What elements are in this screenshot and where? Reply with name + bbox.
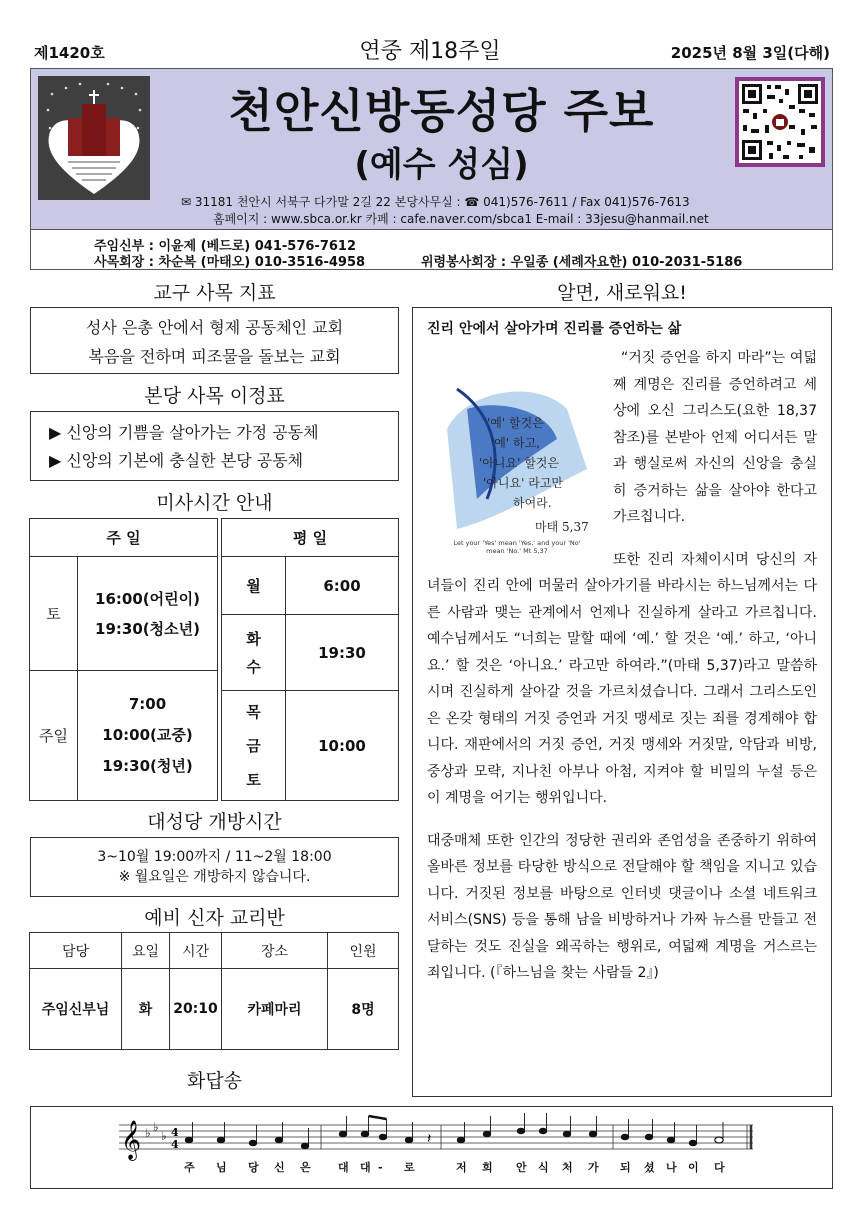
tuewed-label bbox=[222, 615, 286, 691]
sat-times bbox=[78, 557, 218, 671]
day-char: 목 bbox=[246, 702, 261, 721]
col-header: 담당 bbox=[30, 933, 122, 969]
col-header: 요일 bbox=[122, 933, 170, 969]
mission-line: 복음을 전하며 피조물을 돌보는 교회 bbox=[88, 347, 341, 366]
lyric-syllable: 식 bbox=[538, 1161, 549, 1174]
table-cell: 화 bbox=[122, 969, 170, 1050]
staff-contacts bbox=[30, 230, 833, 270]
open-title: 대성당 개방시간 bbox=[147, 811, 282, 833]
pastoral-line: ▶ 신앙의 기쁨을 살아가는 가정 공동체 bbox=[49, 423, 319, 442]
sunday-header: 주 일 bbox=[30, 519, 218, 557]
lyric-syllable: 나 bbox=[666, 1161, 677, 1174]
lyric-syllable: 처 bbox=[562, 1161, 573, 1174]
mission-box bbox=[30, 307, 399, 374]
lyric-syllable: 은 bbox=[300, 1161, 311, 1174]
catechism-table bbox=[29, 932, 399, 1050]
mass-title: 미사시간 안내 bbox=[156, 492, 273, 514]
sun-time: 19:30(청년) bbox=[102, 757, 193, 775]
lyric-syllable: 가 bbox=[588, 1161, 599, 1174]
tuewed-time: 19:30 bbox=[286, 615, 399, 691]
open-hours-box bbox=[30, 837, 399, 897]
svg-text:𝄽: 𝄽 bbox=[427, 1131, 432, 1147]
mon-time: 6:00 bbox=[286, 557, 399, 615]
open-line: ※ 월요일은 개방하지 않습니다. bbox=[118, 869, 311, 885]
delegate-contact: 위령봉사회장 : 우일종 (세례자요한) 010-2031-5186 bbox=[421, 255, 743, 270]
svg-text:♭: ♭ bbox=[161, 1129, 167, 1143]
article-section-title: 알면, 새로워요! bbox=[557, 282, 687, 304]
day-char: 화 bbox=[246, 629, 261, 648]
sat-time: 16:00(어린이) bbox=[95, 589, 200, 608]
sun-label: 주일 bbox=[30, 671, 78, 801]
church-heart-logo-icon bbox=[38, 76, 150, 200]
col-header: 인원 bbox=[328, 933, 399, 969]
illustration-text: '아니요' 할것은 bbox=[479, 456, 559, 470]
illustration-caption: Let your 'Yes' mean 'Yes,' and your 'No' mean 'No.' Mt 5,37 bbox=[453, 539, 581, 555]
bulletin-subtitle: (예수 성심) bbox=[354, 145, 529, 185]
svg-text:♭: ♭ bbox=[153, 1120, 159, 1134]
mission-line: 성사 은총 안에서 형제 공동체인 교회 bbox=[85, 318, 344, 337]
sat-label: 토 bbox=[30, 557, 78, 671]
lyric-syllable: 안 bbox=[516, 1161, 527, 1174]
illustration-text: '예' 할것은 bbox=[487, 416, 544, 430]
illustration-text: '아니요' 라고만 bbox=[483, 476, 563, 490]
pastoral-line: ▶ 신앙의 기본에 충실한 본당 공동체 bbox=[49, 451, 304, 470]
liturgical-week: 연중 제18주일 bbox=[359, 39, 501, 64]
table-cell: 카페마리 bbox=[222, 969, 328, 1050]
mass-schedule-table bbox=[29, 518, 399, 801]
scripture-illustration bbox=[427, 349, 601, 563]
illustration-text: '예' 하고, bbox=[491, 436, 541, 450]
lyric-syllable: 대 bbox=[338, 1161, 349, 1174]
music-title: 화답송 bbox=[186, 1070, 243, 1092]
open-line: 3~10월 19:00까지 / 11~2월 18:00 bbox=[97, 849, 332, 865]
table-cell: 20:10 bbox=[170, 969, 222, 1050]
mission-title: 교구 사목 지표 bbox=[153, 282, 276, 304]
article-paragraph-1: “거짓 증언을 하지 마라”는 여덟째 계명은 진리를 증언하려고 세상에 오신 그리스도(요한 18,37 참조)를 본받아 언제 어디서든 말과 행실로써 자신의 신앙을 충실히 증거하는 삶을 살아야 한다고 가르칩니다. bbox=[613, 350, 817, 525]
lyric-syllable: 로 bbox=[404, 1161, 415, 1174]
lyric-syllable: 신 bbox=[274, 1161, 285, 1174]
address-line: ✉ 31181 천안시 서북구 다가말 2길 22 본당사무실 : ☎ 041)576-7611 / Fax 041)576-7613 bbox=[181, 195, 690, 209]
lyric-syllable: 님 bbox=[216, 1161, 227, 1174]
day-char: 수 bbox=[246, 657, 261, 676]
mon-label: 월 bbox=[222, 557, 286, 615]
lyric-syllable: 대 bbox=[360, 1161, 371, 1174]
contact-address bbox=[181, 194, 709, 228]
col-header: 시간 bbox=[170, 933, 222, 969]
thufrisat-time: 10:00 bbox=[286, 691, 399, 801]
col-header: 장소 bbox=[222, 933, 328, 969]
svg-text:4: 4 bbox=[171, 1138, 179, 1151]
lyric-syllable: 이 bbox=[688, 1161, 699, 1174]
class-title: 예비 신자 교리반 bbox=[144, 907, 285, 929]
bulletin-date: 2025년 8월 3일(다해) bbox=[670, 44, 830, 62]
lyric-syllable: - bbox=[378, 1161, 383, 1174]
pastoral-box bbox=[30, 411, 399, 481]
illustration-text: 마태 5,37 bbox=[535, 520, 589, 534]
bulletin-title: 천안신방동성당 주보 bbox=[228, 84, 655, 138]
lyric-syllable: 되 bbox=[620, 1161, 631, 1174]
lyric-syllable: 저 bbox=[456, 1161, 467, 1174]
sun-time: 10:00(교중) bbox=[102, 726, 193, 744]
day-char: 토 bbox=[246, 770, 261, 789]
issue-number: 제1420호 bbox=[34, 44, 105, 62]
treble-clef-icon: 𝄞 bbox=[121, 1120, 142, 1160]
weekday-header: 평 일 bbox=[222, 519, 399, 557]
article-paragraph-2: 또한 진리 자체이시며 당신의 자녀들이 진리 안에 머물러 살아가기를 바라시는 하느님께서는 다른 사람과 맺는 관계에서 언제나 진실하게 살라고 가르칩니다. 예수님께서도 “너희는 말할 때에 ‘예.’ 할 것은 ‘예.’ 하고, ‘아니요.’ 할 것은 ‘아니요.’ 라고만 하여라.”(마태 5,37)라고 말씀하시며 진실하게 살아갈 것을 가르치셨습니다. 그래서 그리스도인은 온갖 형태의 거짓 증언과 거짓 맹세로 짓는 죄를 경계해야 합니다. 재판에서의 거짓 증언, 거짓 맹세와 거짓말, 악담과 비방, 중상과 모략, 지나친 아부나 아첨, 지켜야 할 비밀의 누설 등은 이 계명을 어기는 행위입니다. bbox=[427, 551, 817, 806]
council-contact: 사목회장 : 차순복 (마태오) 010-3516-4958 bbox=[94, 255, 366, 270]
pastoral-title: 본당 사목 이정표 bbox=[144, 385, 285, 407]
sun-times bbox=[78, 671, 218, 801]
responsorial-psalm-score bbox=[30, 1106, 833, 1189]
svg-text:♭: ♭ bbox=[145, 1126, 151, 1140]
lyric-syllable: 다 bbox=[714, 1161, 725, 1174]
thufrisat-label bbox=[222, 691, 286, 801]
lyric-syllable: 주 bbox=[184, 1161, 195, 1174]
qr-code-icon bbox=[735, 77, 825, 167]
sun-time: 7:00 bbox=[128, 695, 167, 713]
article-paragraph-3: 대중매체 또한 인간의 정당한 권리와 존엄성을 존중하기 위하여 올바른 정보를 타당한 방식으로 전달해야 할 책임을 지니고 있습니다. 거짓된 정보를 바탕으로 인터넷 댓글이나 소셜 네트워크 서비스(SNS) 등을 통해 남을 비방하거나 가짜 뉴스를 만들고 전달하는 것도 진실을 왜곡하는 행위로, 여덟째 계명을 거스르는 죄입니다. (『하느님을 찾는 사람들 2』) bbox=[427, 832, 817, 981]
lyric-syllable: 당 bbox=[248, 1161, 259, 1174]
article-heading: 진리 안에서 살아가며 진리를 증언하는 삶 bbox=[427, 321, 682, 337]
lyric-syllable: 셨 bbox=[644, 1161, 655, 1174]
day-char: 금 bbox=[246, 736, 261, 755]
sat-time: 19:30(청소년) bbox=[95, 619, 200, 638]
illustration-text: 하여라. bbox=[513, 496, 552, 510]
pastor-contact: 주임신부 : 이윤제 (베드로) 041-576-7612 bbox=[94, 239, 357, 254]
masthead bbox=[30, 68, 833, 230]
web-line: 홈페이지 : www.sbca.or.kr 카페 : cafe.naver.com/sbca1 E-mail : 33jesu@hanmail.net bbox=[213, 212, 709, 226]
lyric-syllable: 희 bbox=[482, 1161, 493, 1174]
table-cell: 8명 bbox=[328, 969, 399, 1050]
table-cell: 주임신부님 bbox=[30, 969, 122, 1050]
article-box bbox=[412, 307, 832, 1097]
svg-text:4: 4 bbox=[171, 1126, 179, 1139]
top-line bbox=[30, 34, 830, 64]
table-gap bbox=[218, 671, 222, 691]
